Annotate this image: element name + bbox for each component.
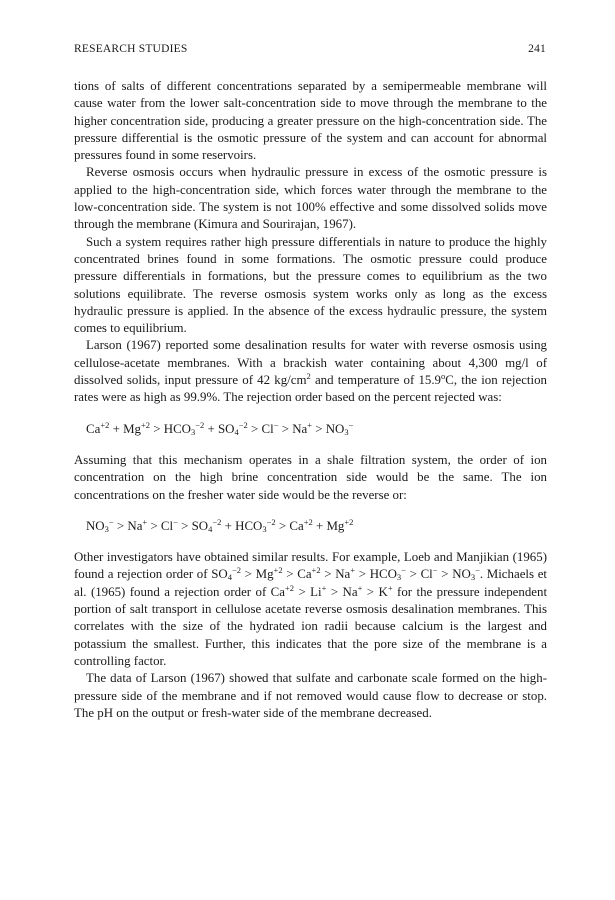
- paragraph-larson: Larson (1967) reported some desalination results for water with reverse osmosis using cellulose-acetate membranes. With a brackish water containing about 4,300 mg/l of dissolved solids, input pressure of 42 $kg/cm^2$ and temperature of 15.9$^o$C, the ion rejection rates were as high as 99.9%. The rejection order based on the percent rejected was:: [74, 338, 547, 405]
- paragraph-scale: The data of Larson (1967) showed that sulfate and carbonate scale formed on the high-pressure side of the membrane and if not removed would cause flow to decrease or stop. The pH on the output or fresh-water side of the membrane decreased.: [74, 671, 547, 720]
- paragraph-shale-filtration: Assuming that this mechanism operates in a shale filtration system, the order of ion concentration on the high brine concentration side would be the same. The ion concentrations on the fresher water side would be the reverse or:: [74, 452, 547, 502]
- paragraph-other-investigators: Other investigators have obtained similar results. For example, Loeb and Manjikian (1965) found a rejection order of $SO_4^{-2} > Mg^{+2} > Ca^{+2} > Na^+ > HCO_3^- > Cl^- > NO_3^-$. Michaels et al. (1965) found a rejection order of $Ca^{+2} > Li^+ > Na^+ > K^+$ for the pressure independent portion of salt transport in cellulose acetate reverse osmosis desalination membranes. This correlates with the size of the hydrated ion radii because calcium is the largest and potassium the smallest. Further, this indicates that the pore size of the membrane is a controlling factor.: [74, 550, 548, 668]
- page-number: 241: [528, 43, 546, 55]
- equation-rejection-order: $Ca^{+2} + Mg^{+2} > HCO_3^{-2} + SO_4^{-2} > Cl^- > Na^+ > NO_3^-$: [86, 419, 354, 437]
- body-text: [74, 78, 547, 722]
- paragraph-reverse-osmosis: Reverse osmosis occurs when hydraulic pressure in excess of the osmotic pressure is applied to the high-concentration side, which forces water through the membrane to the low-concentration side. The system is not 100% effective and some dissolved solids move through the membrane (Kimura and Sourirajan, 1967).: [74, 165, 547, 232]
- equation-reverse-order: $NO_3^- > Na^+ > Cl^- > SO_4^{-2} + HCO_3^{-2} > Ca^{+2} + Mg^{+2}$: [86, 516, 354, 534]
- paragraph-continued: tions of salts of different concentrations separated by a semipermeable membrane will cause water from the lower salt-concentration side to move through the membrane to the higher concentration side, producing a greater pressure on the high-concentration side. The pressure differential is the osmotic pressure of the system and can account for abnormal pressures found in some reservoirs.: [74, 79, 547, 163]
- running-title: RESEARCH STUDIES: [74, 43, 188, 55]
- paragraph-pressure-differentials: Such a system requires rather high pressure differentials in nature to produce the highly concentrated brines found in some formations. The osmotic pressure could produce pressure differentials in formations, but the pressure comes to equilibrium as the two solutions equilibrate. The reverse osmosis system works only as long as the excess hydraulic pressure is applied. In the absence of the excess hydraulic pressure, the system comes to equilibrium.: [74, 234, 547, 336]
